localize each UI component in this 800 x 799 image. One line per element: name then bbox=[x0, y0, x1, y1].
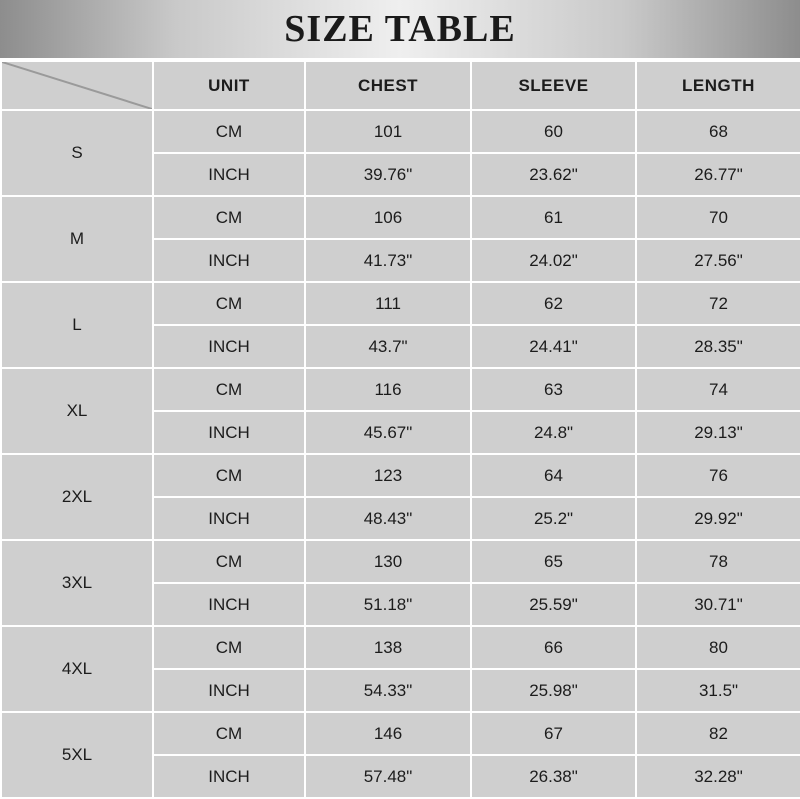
size-label: 2XL bbox=[1, 454, 153, 540]
column-header-chest: CHEST bbox=[305, 61, 471, 110]
chest-cm: 111 bbox=[305, 282, 471, 325]
sleeve-inch: 25.98" bbox=[471, 669, 636, 712]
table-row bbox=[1, 110, 800, 153]
table-row bbox=[1, 540, 800, 583]
unit-label-cm: CM bbox=[153, 712, 305, 755]
unit-label-inch: INCH bbox=[153, 411, 305, 454]
unit-label-inch: INCH bbox=[153, 583, 305, 626]
chest-inch: 51.18" bbox=[305, 583, 471, 626]
unit-label-inch: INCH bbox=[153, 669, 305, 712]
table-row bbox=[1, 454, 800, 497]
sleeve-cm: 65 bbox=[471, 540, 636, 583]
length-cm: 78 bbox=[636, 540, 800, 583]
chest-cm: 101 bbox=[305, 110, 471, 153]
unit-label-inch: INCH bbox=[153, 239, 305, 282]
size-label: M bbox=[1, 196, 153, 282]
unit-label-cm: CM bbox=[153, 454, 305, 497]
size-label: 4XL bbox=[1, 626, 153, 712]
size-label: 3XL bbox=[1, 540, 153, 626]
column-header-sleeve: SLEEVE bbox=[471, 61, 636, 110]
size-label: S bbox=[1, 110, 153, 196]
chest-cm: 146 bbox=[305, 712, 471, 755]
sleeve-cm: 60 bbox=[471, 110, 636, 153]
chest-inch: 57.48" bbox=[305, 755, 471, 798]
length-inch: 28.35" bbox=[636, 325, 800, 368]
size-chart-table bbox=[0, 60, 800, 799]
length-cm: 72 bbox=[636, 282, 800, 325]
chest-inch: 54.33" bbox=[305, 669, 471, 712]
table-row bbox=[1, 712, 800, 755]
sleeve-cm: 67 bbox=[471, 712, 636, 755]
sleeve-inch: 26.38" bbox=[471, 755, 636, 798]
title-bar bbox=[0, 0, 800, 60]
unit-label-cm: CM bbox=[153, 368, 305, 411]
unit-label-cm: CM bbox=[153, 110, 305, 153]
corner-diagonal-cell bbox=[1, 61, 153, 110]
sleeve-cm: 66 bbox=[471, 626, 636, 669]
length-cm: 70 bbox=[636, 196, 800, 239]
sleeve-inch: 25.2" bbox=[471, 497, 636, 540]
chest-inch: 41.73" bbox=[305, 239, 471, 282]
chest-cm: 116 bbox=[305, 368, 471, 411]
column-header-unit: UNIT bbox=[153, 61, 305, 110]
length-cm: 76 bbox=[636, 454, 800, 497]
column-header-length: LENGTH bbox=[636, 61, 800, 110]
chest-cm: 130 bbox=[305, 540, 471, 583]
length-cm: 82 bbox=[636, 712, 800, 755]
unit-label-cm: CM bbox=[153, 196, 305, 239]
size-label: L bbox=[1, 282, 153, 368]
chest-cm: 106 bbox=[305, 196, 471, 239]
length-inch: 27.56" bbox=[636, 239, 800, 282]
sleeve-cm: 61 bbox=[471, 196, 636, 239]
length-cm: 74 bbox=[636, 368, 800, 411]
sleeve-inch: 23.62" bbox=[471, 153, 636, 196]
diagonal-slash-icon bbox=[2, 62, 152, 109]
chest-inch: 45.67" bbox=[305, 411, 471, 454]
length-inch: 31.5" bbox=[636, 669, 800, 712]
length-cm: 80 bbox=[636, 626, 800, 669]
unit-label-inch: INCH bbox=[153, 153, 305, 196]
unit-label-inch: INCH bbox=[153, 325, 305, 368]
sleeve-inch: 24.02" bbox=[471, 239, 636, 282]
sleeve-inch: 25.59" bbox=[471, 583, 636, 626]
page-title: SIZE TABLE bbox=[284, 8, 516, 50]
table-header-row bbox=[1, 61, 800, 110]
table-row bbox=[1, 626, 800, 669]
table-row bbox=[1, 282, 800, 325]
unit-label-inch: INCH bbox=[153, 497, 305, 540]
chest-inch: 48.43" bbox=[305, 497, 471, 540]
sleeve-cm: 63 bbox=[471, 368, 636, 411]
length-inch: 26.77" bbox=[636, 153, 800, 196]
unit-label-inch: INCH bbox=[153, 755, 305, 798]
sleeve-inch: 24.8" bbox=[471, 411, 636, 454]
length-inch: 29.13" bbox=[636, 411, 800, 454]
size-label: 5XL bbox=[1, 712, 153, 798]
chest-cm: 138 bbox=[305, 626, 471, 669]
size-label: XL bbox=[1, 368, 153, 454]
unit-label-cm: CM bbox=[153, 626, 305, 669]
table-row bbox=[1, 368, 800, 411]
unit-label-cm: CM bbox=[153, 282, 305, 325]
length-inch: 32.28" bbox=[636, 755, 800, 798]
sleeve-cm: 64 bbox=[471, 454, 636, 497]
length-inch: 29.92" bbox=[636, 497, 800, 540]
chest-inch: 39.76" bbox=[305, 153, 471, 196]
chest-inch: 43.7" bbox=[305, 325, 471, 368]
length-cm: 68 bbox=[636, 110, 800, 153]
sleeve-inch: 24.41" bbox=[471, 325, 636, 368]
chest-cm: 123 bbox=[305, 454, 471, 497]
unit-label-cm: CM bbox=[153, 540, 305, 583]
sleeve-cm: 62 bbox=[471, 282, 636, 325]
table-row bbox=[1, 196, 800, 239]
length-inch: 30.71" bbox=[636, 583, 800, 626]
